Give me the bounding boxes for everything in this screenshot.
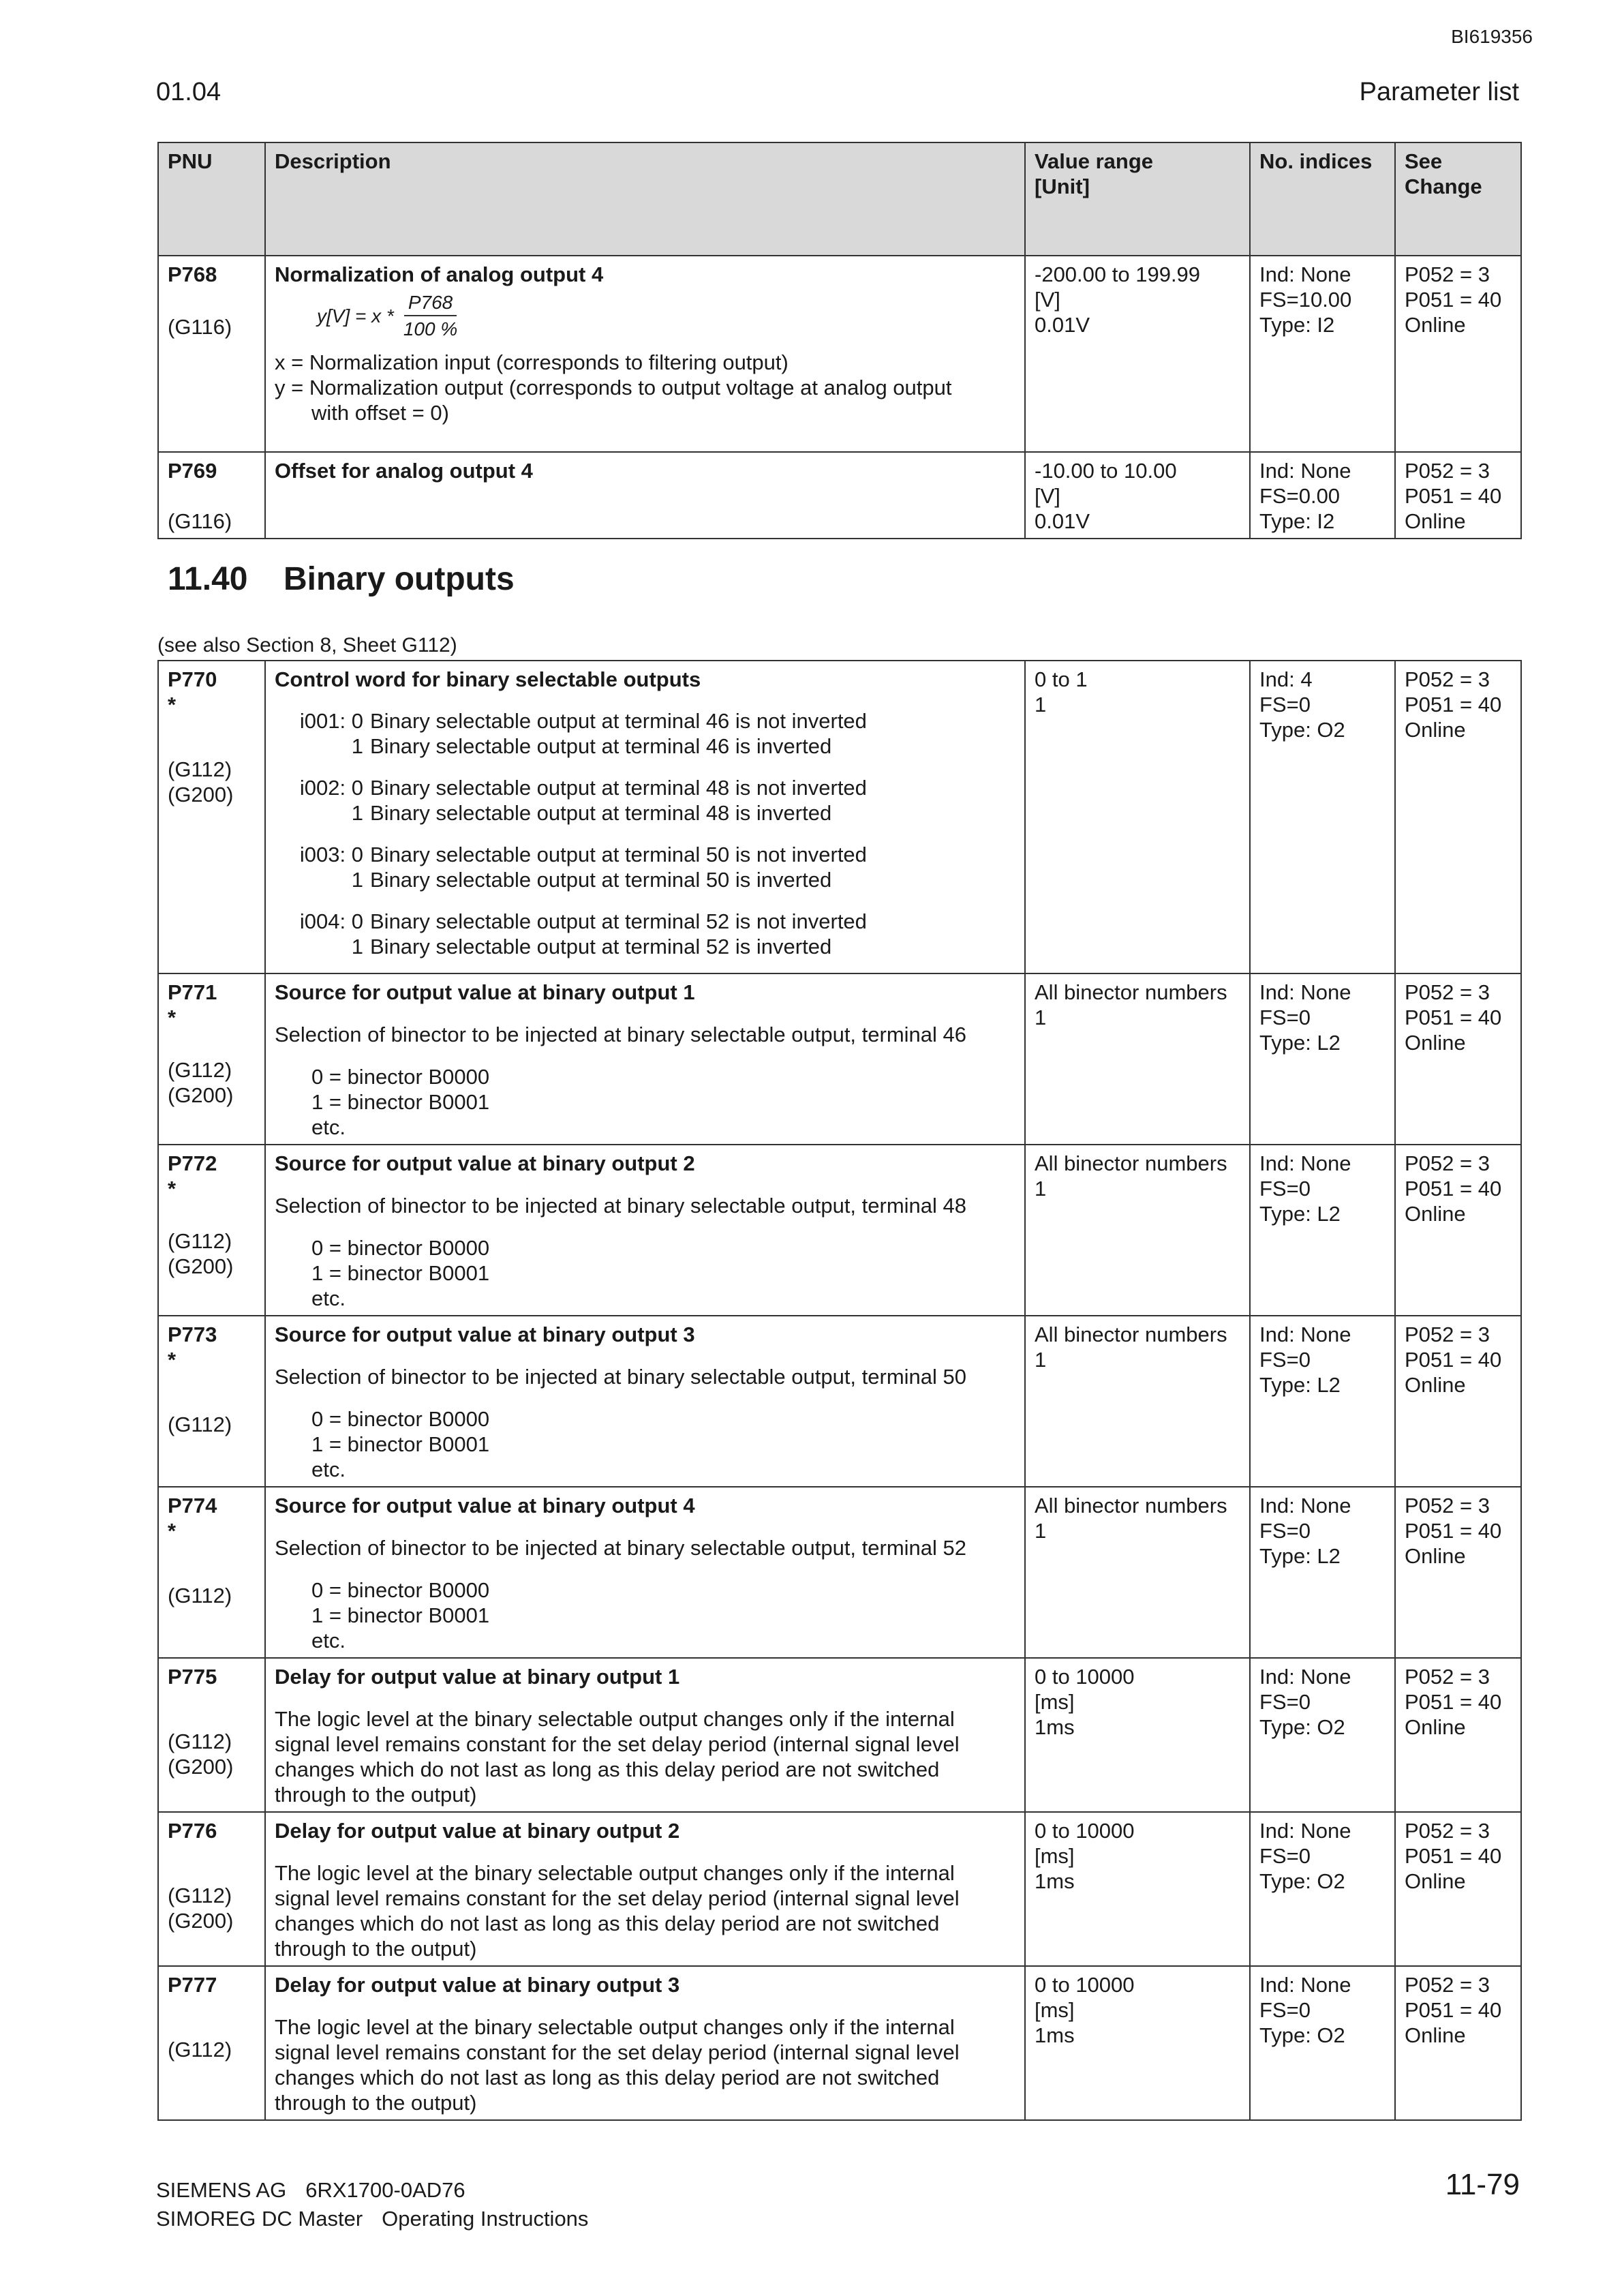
value-range: 0 to 10000 — [1035, 1665, 1135, 1689]
bit-description: Binary selectable output at terminal 52 is inverted — [370, 935, 832, 958]
bit-description: Binary selectable output at terminal 48 is not inverted — [370, 776, 867, 800]
sheet-ref: (G112) — [168, 1584, 232, 1607]
header-indices: No. indices — [1250, 142, 1395, 256]
table-row — [158, 1658, 1521, 1812]
note-line: with offset = 0) — [311, 401, 449, 425]
value-range-cell — [1025, 256, 1250, 452]
description-text: Selection of binector to be injected at binary selectable output, terminal 48 — [275, 1194, 967, 1218]
value-range-cell — [1025, 1145, 1250, 1316]
change-condition: Online — [1405, 1202, 1466, 1226]
change-condition: P052 = 3 — [1405, 1494, 1490, 1517]
bit-description: Binary selectable output at terminal 50 is not inverted — [370, 843, 867, 866]
factory-setting: FS=0 — [1259, 1844, 1311, 1868]
formula-lhs: y[V] = x * — [317, 305, 394, 327]
description-cell — [265, 256, 1025, 452]
sheet-ref: (G200) — [168, 783, 234, 806]
index-label: i002: — [299, 776, 346, 800]
parameter-title: Control word for binary selectable outputs — [275, 667, 701, 691]
change-condition: P051 = 40 — [1405, 288, 1502, 312]
change-condition: P051 = 40 — [1405, 484, 1502, 508]
parameter-title: Normalization of analog output 4 — [275, 262, 604, 286]
change-condition: P052 = 3 — [1405, 1323, 1490, 1346]
data-type: Type: L2 — [1259, 1373, 1341, 1397]
pnu-cell — [158, 1658, 265, 1812]
value-range-cell — [1025, 1812, 1250, 1966]
bit-key — [275, 734, 370, 759]
value-unit: [V] — [1035, 484, 1060, 508]
description-cell — [265, 1966, 1025, 2120]
change-condition: Online — [1405, 509, 1466, 533]
description-line: The logic level at the binary selectable output changes only if the internal — [275, 1861, 955, 1885]
value-range-cell — [1025, 1487, 1250, 1658]
description-line: signal level remains constant for the set delay period (internal signal level — [275, 1732, 960, 1756]
description-line: through to the output) — [275, 1937, 477, 1961]
change-cell — [1395, 1966, 1521, 2120]
table-row — [158, 973, 1521, 1145]
change-condition: Online — [1405, 1715, 1466, 1739]
indices-cell — [1250, 1316, 1395, 1487]
section-heading — [168, 560, 515, 598]
change-condition: Online — [1405, 2023, 1466, 2047]
value-unit: [V] — [1035, 288, 1060, 312]
pnu-label: P773 — [168, 1323, 217, 1346]
sheet-ref: (G112) — [168, 1729, 232, 1753]
indices-cell — [1250, 1812, 1395, 1966]
list-item: 0 = binector B0000 — [311, 1578, 490, 1602]
parameter-title: Source for output value at binary output 2 — [275, 1151, 695, 1175]
description-line: changes which do not last as long as this delay period are not switched — [275, 2066, 940, 2089]
bit-group-i001 — [275, 708, 1015, 759]
pnu-label: P770 — [168, 667, 217, 691]
parameter-table-binary-outputs — [157, 660, 1522, 2121]
change-condition: Online — [1405, 1869, 1466, 1893]
value-range-cell — [1025, 1966, 1250, 2120]
change-condition: Online — [1405, 1031, 1466, 1055]
pnu-label: P768 — [168, 262, 217, 286]
sheet-ref: (G112) — [168, 1884, 232, 1907]
bit-key — [275, 842, 370, 867]
data-type: Type: L2 — [1259, 1544, 1341, 1568]
header-value-range — [1025, 142, 1250, 256]
list-item: 1 = binector B0001 — [311, 1090, 490, 1114]
value-step: 1ms — [1035, 2023, 1075, 2047]
change-condition: P052 = 3 — [1405, 667, 1490, 691]
table-row — [158, 1316, 1521, 1487]
description-line: through to the output) — [275, 2091, 477, 2115]
description-line: The logic level at the binary selectable output changes only if the internal — [275, 1707, 955, 1731]
description-cell — [265, 973, 1025, 1145]
change-condition: Online — [1405, 313, 1466, 337]
pnu-cell — [158, 1487, 265, 1658]
change-condition: P051 = 40 — [1405, 1177, 1502, 1200]
description-line: signal level remains constant for the set delay period (internal signal level — [275, 2040, 960, 2064]
footer-doc-type: Operating Instructions — [382, 2207, 589, 2231]
bit-value: 1 — [351, 801, 363, 825]
description-cell — [265, 1316, 1025, 1487]
change-cell — [1395, 973, 1521, 1145]
document-id: BI619356 — [1451, 26, 1533, 47]
data-type: Type: O2 — [1259, 718, 1345, 742]
list-item: 0 = binector B0000 — [311, 1065, 490, 1089]
index-info: Ind: None — [1259, 980, 1351, 1004]
list-item: etc. — [311, 1629, 346, 1652]
sheet-ref: (G112) — [168, 1413, 232, 1436]
value-range-cell — [1025, 973, 1250, 1145]
description-cell — [265, 661, 1025, 973]
normalization-formula — [317, 290, 1015, 342]
description-cell — [265, 1812, 1025, 1966]
list-item: 0 = binector B0000 — [311, 1236, 490, 1260]
parameter-title: Source for output value at binary output 3 — [275, 1323, 695, 1346]
section-title: Binary outputs — [284, 561, 515, 597]
value-step: 1 — [1035, 1006, 1047, 1029]
formula-fraction — [399, 290, 461, 342]
description-text: Selection of binector to be injected at binary selectable output, terminal 52 — [275, 1536, 967, 1560]
description-line: through to the output) — [275, 1783, 477, 1807]
data-type: Type: O2 — [1259, 2023, 1345, 2047]
change-condition: P052 = 3 — [1405, 980, 1490, 1004]
bit-group-i002 — [275, 775, 1015, 826]
table-row — [158, 1966, 1521, 2120]
bit-description: Binary selectable output at terminal 50 is inverted — [370, 868, 832, 892]
table-row — [158, 661, 1521, 973]
sheet-ref: (G112) — [168, 1229, 232, 1253]
description-cell — [265, 1658, 1025, 1812]
value-range: All binector numbers — [1035, 1323, 1227, 1346]
factory-setting: FS=0 — [1259, 693, 1311, 716]
star-marker: * — [168, 1177, 177, 1200]
value-range: 0 to 10000 — [1035, 1973, 1135, 1997]
bit-value: 1 — [351, 935, 363, 958]
pnu-cell — [158, 1145, 265, 1316]
index-info: Ind: None — [1259, 1151, 1351, 1175]
factory-setting: FS=0 — [1259, 1998, 1311, 2022]
change-cell — [1395, 1145, 1521, 1316]
description-text: Selection of binector to be injected at binary selectable output, terminal 46 — [275, 1023, 967, 1046]
table-header-row — [158, 142, 1521, 256]
sheet-ref: (G200) — [168, 1909, 234, 1933]
index-info: Ind: 4 — [1259, 667, 1313, 691]
factory-setting: FS=0 — [1259, 1690, 1311, 1714]
sheet-ref: (G112) — [168, 1058, 232, 1082]
bit-key — [275, 867, 370, 892]
index-label: i001: — [299, 709, 346, 733]
description-text: Selection of binector to be injected at binary selectable output, terminal 50 — [275, 1365, 967, 1389]
indices-cell — [1250, 1966, 1395, 2120]
change-cell — [1395, 256, 1521, 452]
bit-key — [275, 775, 370, 800]
change-condition: P052 = 3 — [1405, 1973, 1490, 1997]
pnu-cell — [158, 1316, 265, 1487]
index-label: i003: — [299, 843, 346, 866]
factory-setting: FS=0 — [1259, 1348, 1311, 1372]
pnu-label: P769 — [168, 459, 217, 483]
change-condition: P051 = 40 — [1405, 1690, 1502, 1714]
pnu-label: P777 — [168, 1973, 217, 1997]
header-date: 01.04 — [156, 78, 221, 106]
parameter-title: Source for output value at binary output 1 — [275, 980, 695, 1004]
footer-order-number: 6RX1700-0AD76 — [305, 2178, 465, 2202]
list-item: 0 = binector B0000 — [311, 1407, 490, 1431]
change-cell — [1395, 1316, 1521, 1487]
bit-value: 0 — [351, 843, 363, 866]
change-condition: Online — [1405, 1373, 1466, 1397]
sheet-ref: (G116) — [168, 509, 232, 533]
parameter-title: Delay for output value at binary output 1 — [275, 1665, 680, 1689]
change-condition: Online — [1405, 718, 1466, 742]
parameter-title: Delay for output value at binary output 2 — [275, 1819, 680, 1843]
page-number: 11-79 — [1445, 2168, 1520, 2201]
header-pnu: PNU — [158, 142, 265, 256]
list-item: etc. — [311, 1115, 346, 1139]
sheet-ref: (G200) — [168, 1083, 234, 1107]
sheet-ref: (G112) — [168, 2038, 232, 2061]
header-value-range-label: Value range — [1035, 149, 1154, 173]
index-info: Ind: None — [1259, 1665, 1351, 1689]
bit-key — [275, 708, 370, 734]
data-type: Type: O2 — [1259, 1869, 1345, 1893]
change-condition: P052 = 3 — [1405, 262, 1490, 286]
change-cell — [1395, 661, 1521, 973]
value-step: 1 — [1035, 1348, 1047, 1372]
pnu-label: P771 — [168, 980, 217, 1004]
value-range: 0 to 10000 — [1035, 1819, 1135, 1843]
value-step: 0.01V — [1035, 509, 1090, 533]
description-line: changes which do not last as long as this delay period are not switched — [275, 1757, 940, 1781]
value-range-cell — [1025, 1658, 1250, 1812]
section-number: 11.40 — [168, 561, 248, 597]
value-range: All binector numbers — [1035, 980, 1227, 1004]
data-type: Type: I2 — [1259, 509, 1335, 533]
pnu-cell — [158, 1966, 265, 2120]
sheet-ref: (G116) — [168, 315, 232, 339]
bit-key — [275, 800, 370, 826]
see-also-note: (see also Section 8, Sheet G112) — [157, 634, 457, 656]
value-step: 0.01V — [1035, 313, 1090, 337]
bit-group-i003 — [275, 842, 1015, 892]
indices-cell — [1250, 1658, 1395, 1812]
description-cell — [265, 1487, 1025, 1658]
table-row — [158, 256, 1521, 452]
sheet-ref: (G200) — [168, 1755, 234, 1779]
note-line: y = Normalization output (corresponds to output voltage at analog output — [275, 376, 952, 399]
description-line: The logic level at the binary selectable output changes only if the internal — [275, 2015, 955, 2039]
list-item: etc. — [311, 1286, 346, 1310]
parameter-table-analog — [157, 142, 1522, 539]
change-condition: P052 = 3 — [1405, 459, 1490, 483]
pnu-label: P775 — [168, 1665, 217, 1689]
indices-cell — [1250, 1487, 1395, 1658]
change-cell — [1395, 1812, 1521, 1966]
value-unit: [ms] — [1035, 1844, 1075, 1868]
bit-value: 0 — [351, 709, 363, 733]
bit-description: Binary selectable output at terminal 46 is inverted — [370, 734, 832, 758]
bit-key — [275, 909, 370, 934]
list-item: 1 = binector B0001 — [311, 1432, 490, 1456]
star-marker: * — [168, 1519, 177, 1543]
formula-denominator: 100 % — [403, 318, 458, 339]
index-info: Ind: None — [1259, 1973, 1351, 1997]
pnu-label: P772 — [168, 1151, 217, 1175]
index-info: Ind: None — [1259, 262, 1351, 286]
pnu-label: P774 — [168, 1494, 217, 1517]
value-step: 1 — [1035, 1519, 1047, 1543]
change-condition: P052 = 3 — [1405, 1151, 1490, 1175]
change-condition: P052 = 3 — [1405, 1819, 1490, 1843]
data-type: Type: I2 — [1259, 313, 1335, 337]
change-condition: P052 = 3 — [1405, 1665, 1490, 1689]
pnu-cell — [158, 1812, 265, 1966]
indices-cell — [1250, 452, 1395, 539]
description-line: signal level remains constant for the set delay period (internal signal level — [275, 1886, 960, 1910]
value-range: All binector numbers — [1035, 1151, 1227, 1175]
table-row — [158, 1145, 1521, 1316]
list-item: 1 = binector B0001 — [311, 1603, 490, 1627]
value-step: 1 — [1035, 1177, 1047, 1200]
description-line: changes which do not last as long as this delay period are not switched — [275, 1912, 940, 1935]
value-range: -200.00 to 199.99 — [1035, 262, 1201, 286]
header-change-label: Change — [1405, 175, 1482, 198]
bit-value: 1 — [351, 868, 363, 892]
description-cell — [265, 1145, 1025, 1316]
index-info: Ind: None — [1259, 1494, 1351, 1517]
value-range-cell — [1025, 452, 1250, 539]
value-unit: [ms] — [1035, 1998, 1075, 2022]
bit-group-i004 — [275, 909, 1015, 959]
index-info: Ind: None — [1259, 459, 1351, 483]
index-info: Ind: None — [1259, 1323, 1351, 1346]
value-range: -10.00 to 10.00 — [1035, 459, 1177, 483]
header-value-unit-label: [Unit] — [1035, 175, 1090, 198]
footer-product: SIMOREG DC Master — [156, 2207, 363, 2231]
parameter-title: Offset for analog output 4 — [275, 459, 533, 483]
footer-left — [156, 2176, 588, 2233]
pnu-cell — [158, 973, 265, 1145]
factory-setting: FS=10.00 — [1259, 288, 1352, 312]
data-type: Type: O2 — [1259, 1715, 1345, 1739]
pnu-cell — [158, 661, 265, 973]
bit-description: Binary selectable output at terminal 46 is not inverted — [370, 709, 867, 733]
list-item: etc. — [311, 1457, 346, 1481]
factory-setting: FS=0.00 — [1259, 484, 1341, 508]
bit-value: 1 — [351, 734, 363, 758]
change-condition: P051 = 40 — [1405, 1998, 1502, 2022]
bit-key — [275, 934, 370, 959]
list-item: 1 = binector B0001 — [311, 1261, 490, 1285]
header-see-label: See — [1405, 149, 1443, 173]
footer-company: SIEMENS AG — [156, 2178, 287, 2202]
pnu-cell — [158, 256, 265, 452]
factory-setting: FS=0 — [1259, 1177, 1311, 1200]
value-range: 0 to 1 — [1035, 667, 1088, 691]
value-range: All binector numbers — [1035, 1494, 1227, 1517]
description-cell — [265, 452, 1025, 539]
factory-setting: FS=0 — [1259, 1519, 1311, 1543]
star-marker: * — [168, 693, 177, 716]
indices-cell — [1250, 256, 1395, 452]
bit-value: 0 — [351, 776, 363, 800]
value-step: 1ms — [1035, 1715, 1075, 1739]
change-condition: P051 = 40 — [1405, 1519, 1502, 1543]
change-condition: P051 = 40 — [1405, 1844, 1502, 1868]
value-range-cell — [1025, 661, 1250, 973]
star-marker: * — [168, 1006, 177, 1029]
value-unit: [ms] — [1035, 1690, 1075, 1714]
change-condition: P051 = 40 — [1405, 1348, 1502, 1372]
change-condition: P051 = 40 — [1405, 693, 1502, 716]
pnu-label: P776 — [168, 1819, 217, 1843]
index-label: i004: — [299, 909, 346, 933]
value-step: 1ms — [1035, 1869, 1075, 1893]
bit-description: Binary selectable output at terminal 48 is inverted — [370, 801, 832, 825]
index-info: Ind: None — [1259, 1819, 1351, 1843]
indices-cell — [1250, 973, 1395, 1145]
bit-description: Binary selectable output at terminal 52 is not inverted — [370, 909, 867, 933]
change-cell — [1395, 452, 1521, 539]
table-row — [158, 1812, 1521, 1966]
data-type: Type: L2 — [1259, 1031, 1341, 1055]
star-marker: * — [168, 1348, 177, 1372]
header-section-name: Parameter list — [1359, 78, 1519, 106]
indices-cell — [1250, 1145, 1395, 1316]
factory-setting: FS=0 — [1259, 1006, 1311, 1029]
sheet-ref: (G200) — [168, 1254, 234, 1278]
change-condition: P051 = 40 — [1405, 1006, 1502, 1029]
indices-cell — [1250, 661, 1395, 973]
table-row — [158, 1487, 1521, 1658]
note-line: x = Normalization input (corresponds to filtering output) — [275, 350, 789, 374]
formula-numerator: P768 — [404, 290, 457, 316]
sheet-ref: (G112) — [168, 757, 232, 781]
change-condition: Online — [1405, 1544, 1466, 1568]
value-step: 1 — [1035, 693, 1047, 716]
parameter-title: Source for output value at binary output 4 — [275, 1494, 695, 1517]
table-row — [158, 452, 1521, 539]
pnu-cell — [158, 452, 265, 539]
bit-value: 0 — [351, 909, 363, 933]
header-description: Description — [265, 142, 1025, 256]
change-cell — [1395, 1658, 1521, 1812]
parameter-title: Delay for output value at binary output 3 — [275, 1973, 680, 1997]
data-type: Type: L2 — [1259, 1202, 1341, 1226]
value-range-cell — [1025, 1316, 1250, 1487]
change-cell — [1395, 1487, 1521, 1658]
header-see-change — [1395, 142, 1521, 256]
